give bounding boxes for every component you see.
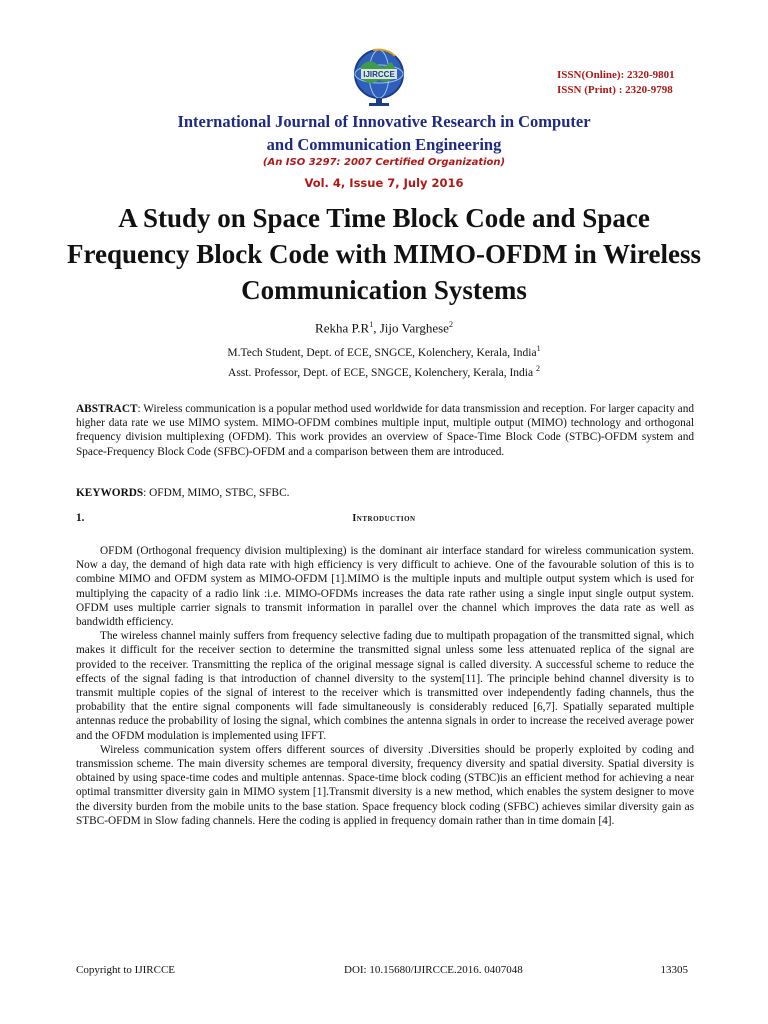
introduction-body (76, 544, 694, 828)
affiliation-2-text: Asst. Professor, Dept. of ECE, SNGCE, Kolenchery, Kerala, India (228, 366, 536, 379)
iso-note: (An ISO 3297: 2007 Certified Organization) (262, 157, 506, 168)
section-title: Introduction (352, 513, 416, 524)
affiliation-1-sup: 1 (536, 344, 541, 353)
logo-text: IJIRCCE (363, 70, 395, 79)
author-separator: , (373, 320, 380, 336)
affiliation-1 (0, 344, 768, 359)
affiliation-2 (0, 364, 768, 379)
section-number: 1. (76, 512, 85, 524)
issn-online: ISSN(Online): 2320-9801 (557, 69, 675, 81)
footer-page-number: 13305 (660, 964, 688, 976)
journal-title-line1: International Journal of Innovative Research in Computer (177, 112, 591, 131)
footer-copyright: Copyright to IJIRCCE (76, 964, 176, 976)
affiliation-2-sup: 2 (535, 364, 540, 373)
paragraph: Wireless communication system offers different sources of diversity .Diversities should be properly exploited by coding and transmission scheme. The main diversity schemes are temporal diversity, frequency diversity and spatial diversity. Spatial diversity is obtained by using space-time codes and multiple antennas. Space-time block coding (STBC)is an efficient method for achieving a near optimal transmitter diversity gain in MIMO system [1].Transmit diversity is a new method, which enables the system designer to move the diversity burden from the mobile units to the base station. Space frequency block coding (SFBC) achieves similar diversity gain as STBC-OFDM in Slow fading channels. Here the coding is applied in frequency domain rather than in time domain [4]. (76, 743, 694, 827)
keywords-label: KEYWORDS (76, 487, 144, 499)
abstract-text: : Wireless communication is a popular method used worldwide for data transmission and reception. For larger capacity and higher data rate we use MIMO system. MIMO-OFDM combines multiple input, multiple output (MIMO) technology and orthogonal frequency division multiplexing (OFDM). This work provides an overview of Space-Time Block Code (STBC)-OFDM system and Space-Frequency Block Code (SFBC)-OFDM and a comparison between them are introduced. (76, 403, 694, 458)
keywords-text: : OFDM, MIMO, STBC, SFBC. (143, 487, 290, 499)
author-1-sup: 1 (369, 320, 374, 329)
journal-title-line2: and Communication Engineering (266, 135, 502, 154)
authors (0, 320, 768, 336)
paragraph: OFDM (Orthogonal frequency division multiplexing) is the dominant air interface standard for wireless communication system. Now a day, the demand of high data rate with high efficiency is very difficult to achieve. One of the favourable solution of this is to combine MIMO and OFDM system as MIMO-OFDM [1].MIMO is the multiple inputs and multiple output system which is used for multiplying the capacity of a radio link :i.e. MIMO-OFDMs increases the data rate rather using a single input single output system. OFDM uses multiple carrier signals to transmit information in parallel over the channel which improves the data rate as well as bandwidth efficiency. (76, 545, 694, 629)
paper-title: A Study on Space Time Block Code and Space Frequency Block Code with MIMO-OFDM in Wireless Communication Systems (67, 203, 701, 305)
footer-doi: DOI: 10.15680/IJIRCCE.2016. 0407048 (344, 964, 523, 976)
abstract-label: ABSTRACT (76, 403, 138, 415)
journal-logo-icon (347, 44, 411, 108)
abstract (76, 402, 694, 459)
volume-issue: Vol. 4, Issue 7, July 2016 (304, 176, 464, 190)
author-2: Jijo Varghese (379, 320, 449, 336)
keywords (76, 487, 694, 499)
issn-block (557, 68, 675, 98)
author-2-sup: 2 (448, 320, 453, 329)
issn-print: ISSN (Print) : 2320-9798 (557, 84, 673, 96)
paragraph: The wireless channel mainly suffers from frequency selective fading due to multipath propagation of the transmitted signal, which makes it difficult for the receiver section to determine the transmitted signal unless some less attenuated replica of the signal are provided to the receiver. Transmitting the replica of the original message signal is called diversity. A successful scheme to reduce the effects of the signal fading is that introduction of channel diversity to the system[11]. The principle behind channel diversity is to transmit multiple copies of the signal of interest to the receiver which is transmitted over independently fading channels, thus the probability that the entire signal components will fade simultaneously is considerably reduced [6,7]. Spatially separated multiple antennas reduce the probability of losing the signal, which combines the antenna signals in order to increase the received average power and the OFDM modulation is implemented using IFFT. (76, 630, 694, 742)
author-1: Rekha P.R (315, 320, 370, 336)
affiliation-1-text: M.Tech Student, Dept. of ECE, SNGCE, Kolenchery, Kerala, India (227, 346, 537, 359)
